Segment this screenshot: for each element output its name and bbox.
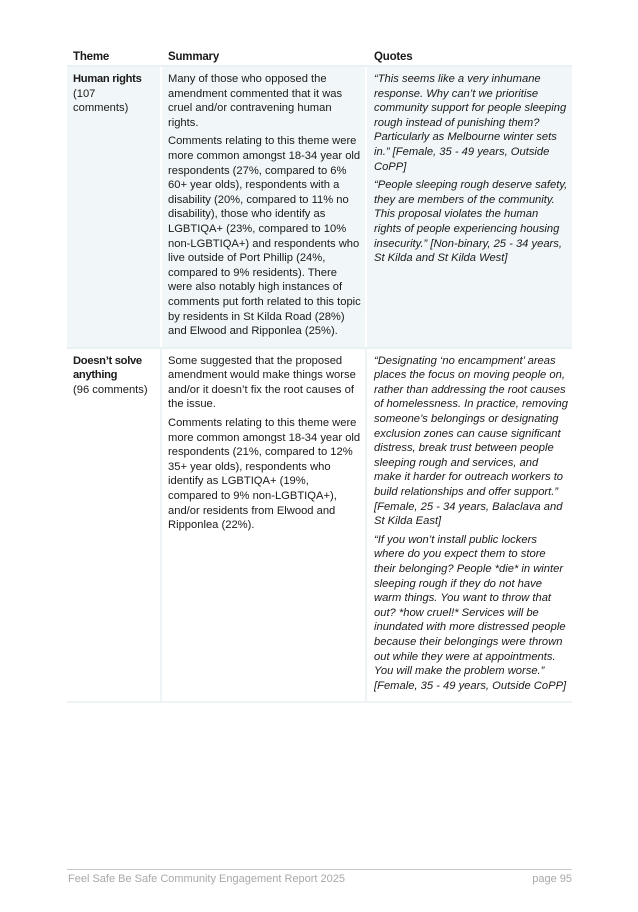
themes-table (67, 43, 572, 703)
table-header (67, 43, 572, 65)
table-row-doesnt-solve-anything (67, 347, 572, 704)
theme-cell (67, 67, 162, 347)
summary-cell (162, 349, 367, 702)
summary-cell (162, 67, 367, 347)
quotes-cell (367, 349, 572, 702)
theme-cell (67, 349, 162, 702)
summary-paragraph: Many of those who opposed the amendment commented that it was cruel and/or contravening human rights. (168, 73, 343, 129)
summary-paragraph: Comments relating to this theme were more common amongst 18-34 year old respondents (27%, compared to 6% 60+ year olds), respondents with a disability (20%, compared to 11% no disability), those who identify as LGBTIQA+ (23%, compared to 10% non-LGBTIQA+) and respondents who live outside of Port Phillip (24%, compared to 9% residents). There were also notably high instances of comments put forth related to this topic by residents in St Kilda Road (28%) and Elwood and Ripponlea (25%). (168, 135, 361, 338)
theme-name: Doesn’t solve anything (73, 354, 142, 382)
footer-divider (67, 869, 572, 870)
summary-paragraph: Some suggested that the proposed amendment would make things worse and/or it doesn’t fix the root causes of the issue. (168, 354, 356, 411)
header-summary: Summary (168, 51, 220, 63)
header-theme: Theme (73, 51, 110, 63)
quotes-cell (367, 67, 572, 347)
table-row-human-rights (67, 65, 572, 347)
theme-name: Human rights (73, 73, 142, 85)
header-quotes: Quotes (374, 51, 413, 63)
summary-paragraph: Comments relating to this theme were more common amongst 18-34 year old respondents (21%, compared to 12% 35+ year olds), respondents who identify as LGBTIQA+ (19%, compared to 9% non-LGBTIQA+), and/or residents from Elwood and Ripponlea (22%). (168, 417, 361, 532)
comment-count: (96 comments) (73, 383, 148, 396)
footer-report-title: Feel Safe Be Safe Community Engagement Report 2025 (68, 873, 345, 885)
quote: “People sleeping rough deserve safety, they are members of the community. This proposal violates the human rights of people experiencing housing insecurity.” [Non-binary, 25 - 34 years, St Kilda and St Kilda West] (374, 179, 568, 265)
comment-count: (107 comments) (73, 87, 129, 115)
page-number: page 95 (532, 873, 572, 885)
quote: “This seems like a very inhumane response. Why can’t we prioritise community support for people sleeping rough instead of punishing them? Particularly as Melbourne winter sets in.” [Female, 35 - 49 years, Outside CoPP] (374, 73, 567, 173)
quote: “Designating ‘no encampment’ areas places the focus on moving people on, rather than addressing the root causes of homelessness. In practice, removing someone’s belongings or designating exclusion zones can cause significant distress, break trust between people sleeping rough and services, and make it harder for outreach workers to build relationships and offer support.” [Female, 25 - 34 years, Balaclava and St Kilda East] (374, 354, 569, 528)
quote: “If you won’t install public lockers where do you expect them to store their belonging? People *die* in winter sleeping rough if they do not have warm things. You want to throw that out? *how cruel!* Services will be inundated with more distressed people because their belongings were thrown out while they were at appointments. You will make the problem worse.” [Female, 35 - 49 years, Outside CoPP] (374, 533, 567, 692)
